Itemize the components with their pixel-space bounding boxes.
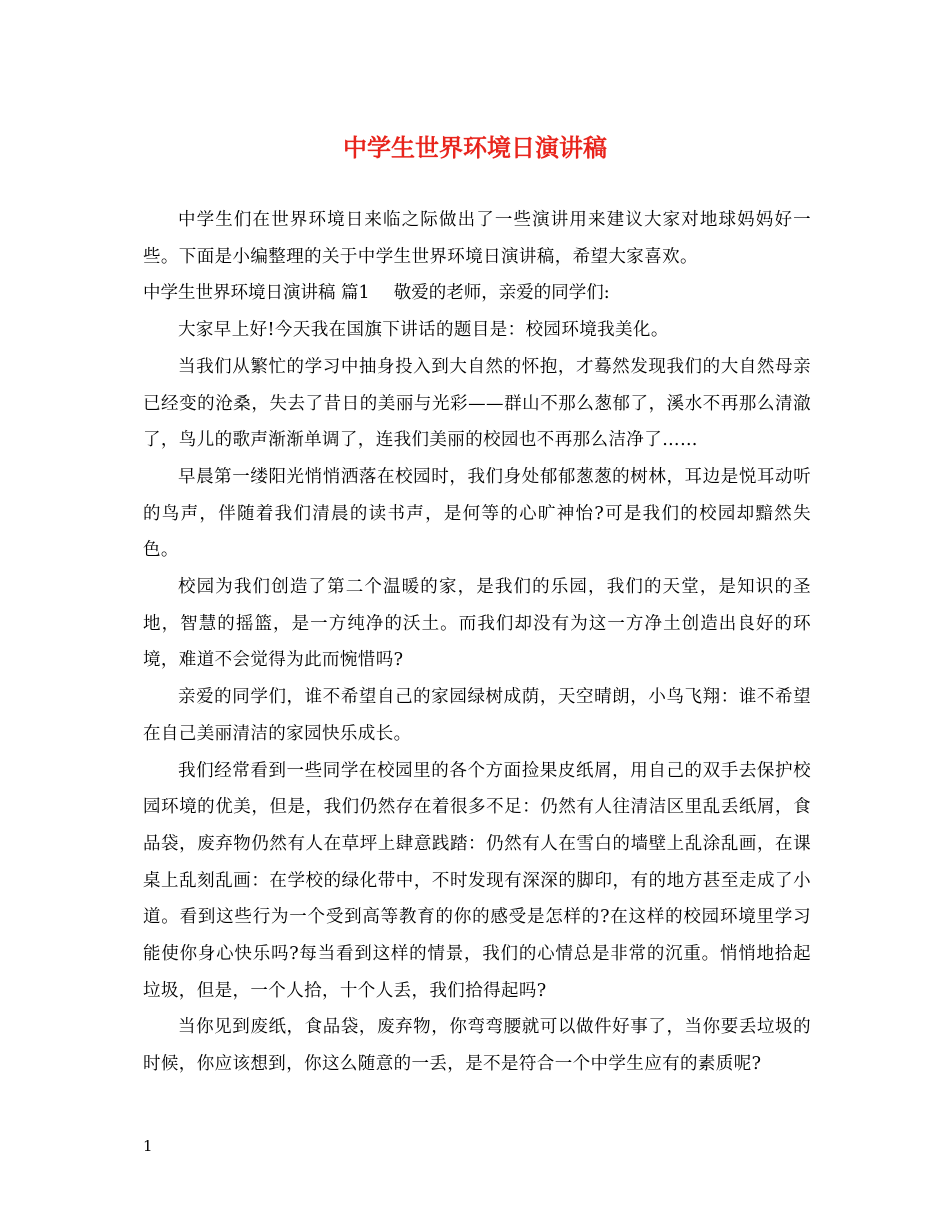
document-title: 中学生世界环境日演讲稿 (343, 133, 607, 162)
body-paragraph-5: 亲爱的同学们，谁不希望自己的家园绿树成荫，天空晴朗，小鸟飞翔：谁不希望在自己美丽清洁的家园快乐成长。 (143, 687, 811, 744)
page-number: 1 (143, 1137, 153, 1155)
body-paragraph-4: 校园为我们创造了第二个温暖的家，是我们的乐园，我们的天堂，是知识的圣地，智慧的摇篮，是一方纯净的沃土。而我们却没有为这一方净土创造出良好的环境，难道不会觉得为此而惋惜吗? (143, 577, 811, 671)
section-heading: 中学生世界环境日演讲稿 篇1 (143, 283, 370, 304)
intro-paragraph: 中学生们在世界环境日来临之际做出了一些演讲用来建议大家对地球妈妈好一些。下面是小编整理的关于中学生世界环境日演讲稿，希望大家喜欢。 (143, 210, 811, 267)
body-paragraph-6: 我们经常看到一些同学在校园里的各个方面捡果皮纸屑，用自己的双手去保护校园环境的优美，但是，我们仍然存在着很多不足：仍然有人往清洁区里乱丢纸屑，食品袋，废弃物仍然有人在草坪上肆意践踏：仍然有人在雪白的墙壁上乱涂乱画，在课桌上乱刻乱画：在学校的绿化带中，不时发现有深深的脚印，有的地方甚至走成了小道。看到这些行为一个受到高等教育的你的感受是怎样的?在这样的校园环境里学习能使你身心快乐吗?每当看到这样的情景，我们的心情总是非常的沉重。悄悄地拾起垃圾，但是，一个人拾，十个人丢，我们拾得起吗? (143, 760, 811, 1001)
body-paragraph-1: 大家早上好!今天我在国旗下讲话的题目是：校园环境我美化。 (178, 320, 669, 341)
body-paragraph-7: 当你见到废纸，食品袋，废弃物，你弯弯腰就可以做件好事了，当你要丢垃圾的时候，你应该想到，你这么随意的一丢，是不是符合一个中学生应有的素质呢? (143, 1017, 811, 1075)
body-paragraph-2: 当我们从繁忙的学习中抽身投入到大自然的怀抱，才蓦然发现我们的大自然母亲已经变的沧桑，失去了昔日的美丽与光彩——群山不那么葱郁了，溪水不再那么清澈了，鸟儿的歌声渐渐单调了，连我们美丽的校园也不再那么洁净了…… (143, 356, 811, 451)
salutation: 敬爱的老师，亲爱的同学们: (393, 283, 610, 304)
document-body (143, 202, 811, 1083)
section-heading-line (143, 275, 811, 312)
body-paragraph-3: 早晨第一缕阳光悄悄洒落在校园时，我们身处郁郁葱葱的树林，耳边是悦耳动听的鸟声，伴随着我们清晨的读书声，是何等的心旷神怡?可是我们的校园却黯然失色。 (143, 466, 811, 561)
